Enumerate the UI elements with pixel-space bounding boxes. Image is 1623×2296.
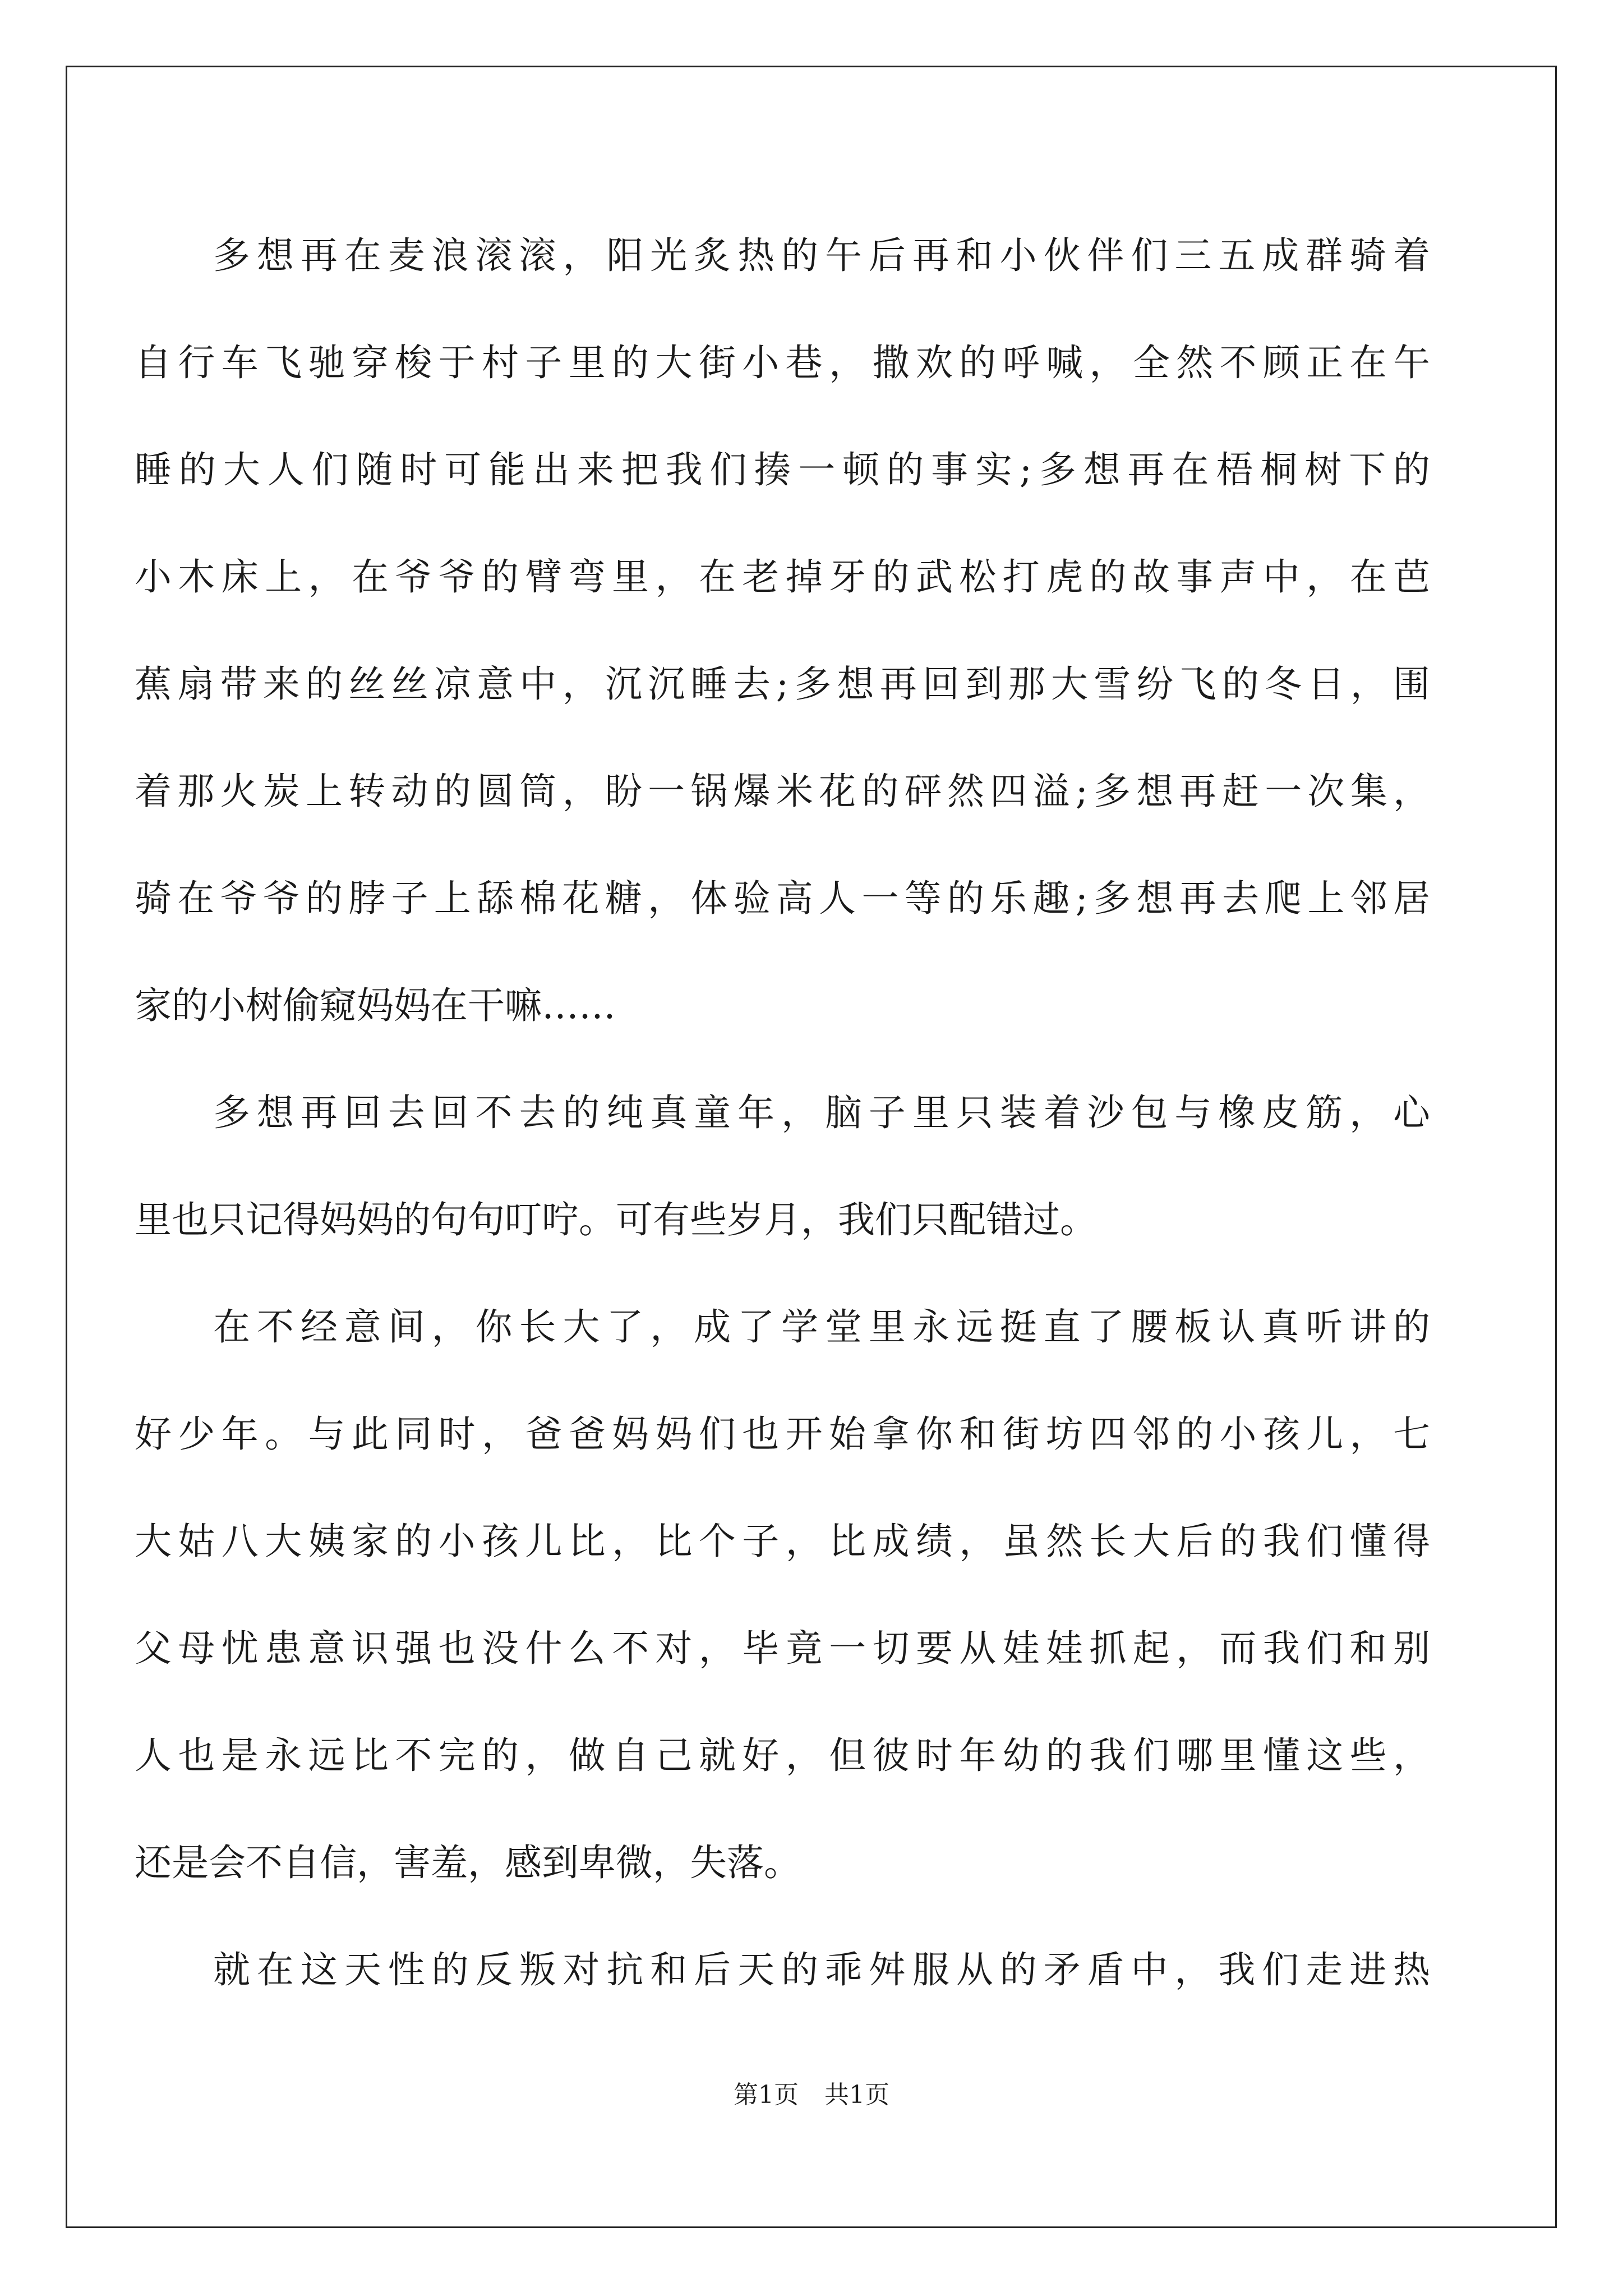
- paragraph-1-line-5: 蕉扇带来的丝丝凉意中，沉沉睡去;多想再回到那大雪纷飞的冬日，围: [135, 662, 1430, 706]
- paragraph-1-line-6: 着那火炭上转动的圆筒，盼一锅爆米花的砰然四溢;多想再赶一次集，: [135, 770, 1430, 813]
- paragraph-3-line-4: 父母忧患意识强也没什么不对，毕竟一切要从娃娃抓起，而我们和别: [135, 1627, 1430, 1670]
- paragraph-4-line-1: 就在这天性的反叛对抗和后天的乖舛服从的矛盾中，我们走进热: [213, 1948, 1430, 1991]
- page-footer: [0, 2078, 1623, 2112]
- paragraph-2-line-1: 多想再回去回不去的纯真童年，脑子里只装着沙包与橡皮筋，心: [213, 1091, 1430, 1134]
- page-total: 共1页: [824, 2081, 889, 2109]
- paragraph-1-line-4: 小木床上，在爷爷的臂弯里，在老掉牙的武松打虎的故事声中，在芭: [135, 555, 1430, 599]
- paragraph-2-line-2: 里也只记得妈妈的句句叮咛。可有些岁月，我们只配错过。: [135, 1198, 1097, 1241]
- paragraph-3-line-6: 还是会不自信，害羞，感到卑微，失落。: [135, 1841, 801, 1884]
- paragraph-3-line-5: 人也是永远比不完的，做自己就好，但彼时年幼的我们哪里懂这些，: [135, 1734, 1430, 1777]
- paragraph-3-line-2: 好少年。与此同时，爸爸妈妈们也开始拿你和街坊四邻的小孩儿，七: [135, 1412, 1430, 1456]
- page-number: 第1页: [734, 2081, 799, 2109]
- paragraph-1-line-2: 自行车飞驰穿梭于村子里的大街小巷，撒欢的呼喊，全然不顾正在午: [135, 341, 1430, 384]
- document-body: [135, 202, 1430, 2023]
- paragraph-1-line-3: 睡的大人们随时可能出来把我们揍一顿的事实;多想再在梧桐树下的: [135, 448, 1430, 491]
- paragraph-1-line-7: 骑在爷爷的脖子上舔棉花糖，体验高人一等的乐趣;多想再去爬上邻居: [135, 877, 1430, 920]
- paragraph-3-line-3: 大姑八大姨家的小孩儿比，比个子，比成绩，虽然长大后的我们懂得: [135, 1520, 1430, 1563]
- paragraph-3-line-1: 在不经意间，你长大了，成了学堂里永远挺直了腰板认真听讲的: [213, 1305, 1430, 1349]
- paragraph-1-line-1: 多想再在麦浪滚滚，阳光炙热的午后再和小伙伴们三五成群骑着: [213, 234, 1430, 277]
- paragraph-1-line-8: 家的小树偷窥妈妈在干嘛……: [135, 984, 616, 1027]
